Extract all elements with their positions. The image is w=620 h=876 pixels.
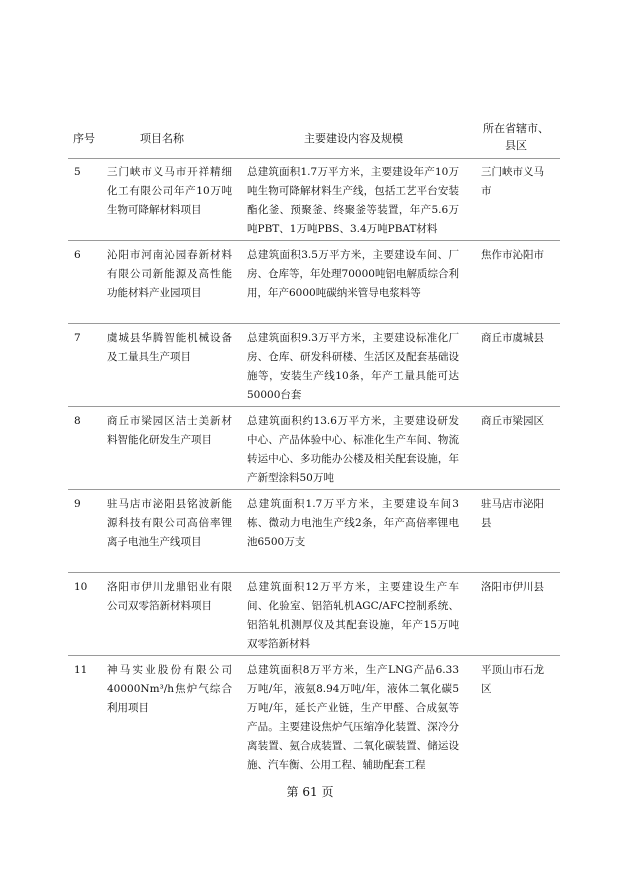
row-no: 7 — [74, 332, 81, 344]
row-divider — [68, 572, 560, 573]
header-no: 序号 — [73, 132, 95, 145]
header-location: 所在省辖市、县区 — [483, 122, 549, 152]
row-no: 10 — [74, 581, 88, 593]
row-location: 洛阳市伊川县 — [481, 581, 544, 593]
row-location: 驻马店市泌阳县 — [481, 498, 544, 529]
row-name: 虞城县华腾智能机械设备及工量具生产项目 — [107, 332, 232, 363]
row-name: 沁阳市河南沁园春新材料有限公司新能源及高性能功能材料产业园项目 — [107, 249, 232, 299]
row-location: 商丘市虞城县 — [481, 332, 544, 344]
row-name: 商丘市梁园区洁士美新材料智能化研发生产项目 — [107, 415, 232, 446]
row-content: 总建筑面积9.3万平方米，主要建设标准化厂房、仓库、研发科研楼、生活区及配套基础设施等，安装生产线10条，年产工量具能可达50000台套 — [247, 332, 459, 401]
row-divider — [68, 489, 560, 490]
header-content: 主要建设内容及规模 — [304, 132, 403, 145]
row-divider — [68, 323, 560, 324]
header-divider — [68, 158, 560, 159]
row-content: 总建筑面积1.7万平方米，主要建设车间3栋、微动力电池生产线2条，年产高倍率锂电池6500万支 — [247, 498, 459, 548]
row-no: 5 — [74, 166, 81, 178]
row-name: 神马实业股份有限公司40000Nm³/h焦炉气综合利用项目 — [107, 664, 232, 714]
row-no: 9 — [74, 498, 81, 510]
row-content: 总建筑面积8万平方米，生产LNG产品6.33万吨/年，液氨8.94万吨/年，液体二氧化碳5万吨/年，延长产业链，生产甲醛、合成氨等产品。主要建设焦炉气压缩净化装置、深冷分离装置、氨合成装置、二氧化碳装置、储运设施、汽车衡、公用工程、辅助配套工程 — [247, 664, 459, 771]
row-location: 焦作市沁阳市 — [481, 249, 544, 261]
row-name: 洛阳市伊川龙鼎铝业有限公司双零箔新材料项目 — [107, 581, 232, 612]
row-no: 8 — [74, 415, 81, 427]
row-name: 驻马店市泌阳县铭波新能源科技有限公司高倍率锂离子电池生产线项目 — [107, 498, 232, 548]
row-location: 商丘市梁园区 — [481, 415, 544, 427]
row-location: 三门峡市义马市 — [481, 166, 544, 197]
row-divider — [68, 655, 560, 656]
row-divider — [68, 240, 560, 241]
table-header — [0, 120, 620, 156]
row-location: 平顶山市石龙区 — [481, 664, 544, 695]
header-name: 项目名称 — [140, 132, 184, 145]
page-number: 第 61 页 — [286, 785, 334, 799]
row-content: 总建筑面积约13.6万平方米，主要建设研发中心、产品体验中心、标准化生产车间、物流转运中心、多功能办公楼及相关配套设施，年产新型涂料50万吨 — [247, 415, 459, 484]
row-name: 三门峡市义马市开祥精细化工有限公司年产10万吨生物可降解材料项目 — [107, 166, 232, 216]
row-content: 总建筑面积1.7万平方米，主要建设年产10万吨生物可降解材料生产线，包括工艺平台安装酯化釜、预聚釜、终聚釜等装置，年产5.6万吨PBT、1万吨PBS、3.4万吨PBAT材料 — [247, 166, 459, 235]
row-no: 6 — [74, 249, 81, 261]
row-divider — [68, 406, 560, 407]
row-content: 总建筑面积3.5万平方米，主要建设车间、厂房、仓库等，年处理70000吨铝电解质综合利用，年产6000吨碳纳米管导电浆料等 — [247, 249, 459, 299]
row-content: 总建筑面积12万平方米，主要建设生产车间、化验室、铝箔轧机AGC/AFC控制系统、铝箔轧机测厚仪及其配套设施，年产15万吨双零箔新材料 — [247, 581, 459, 650]
row-no: 11 — [74, 664, 88, 676]
